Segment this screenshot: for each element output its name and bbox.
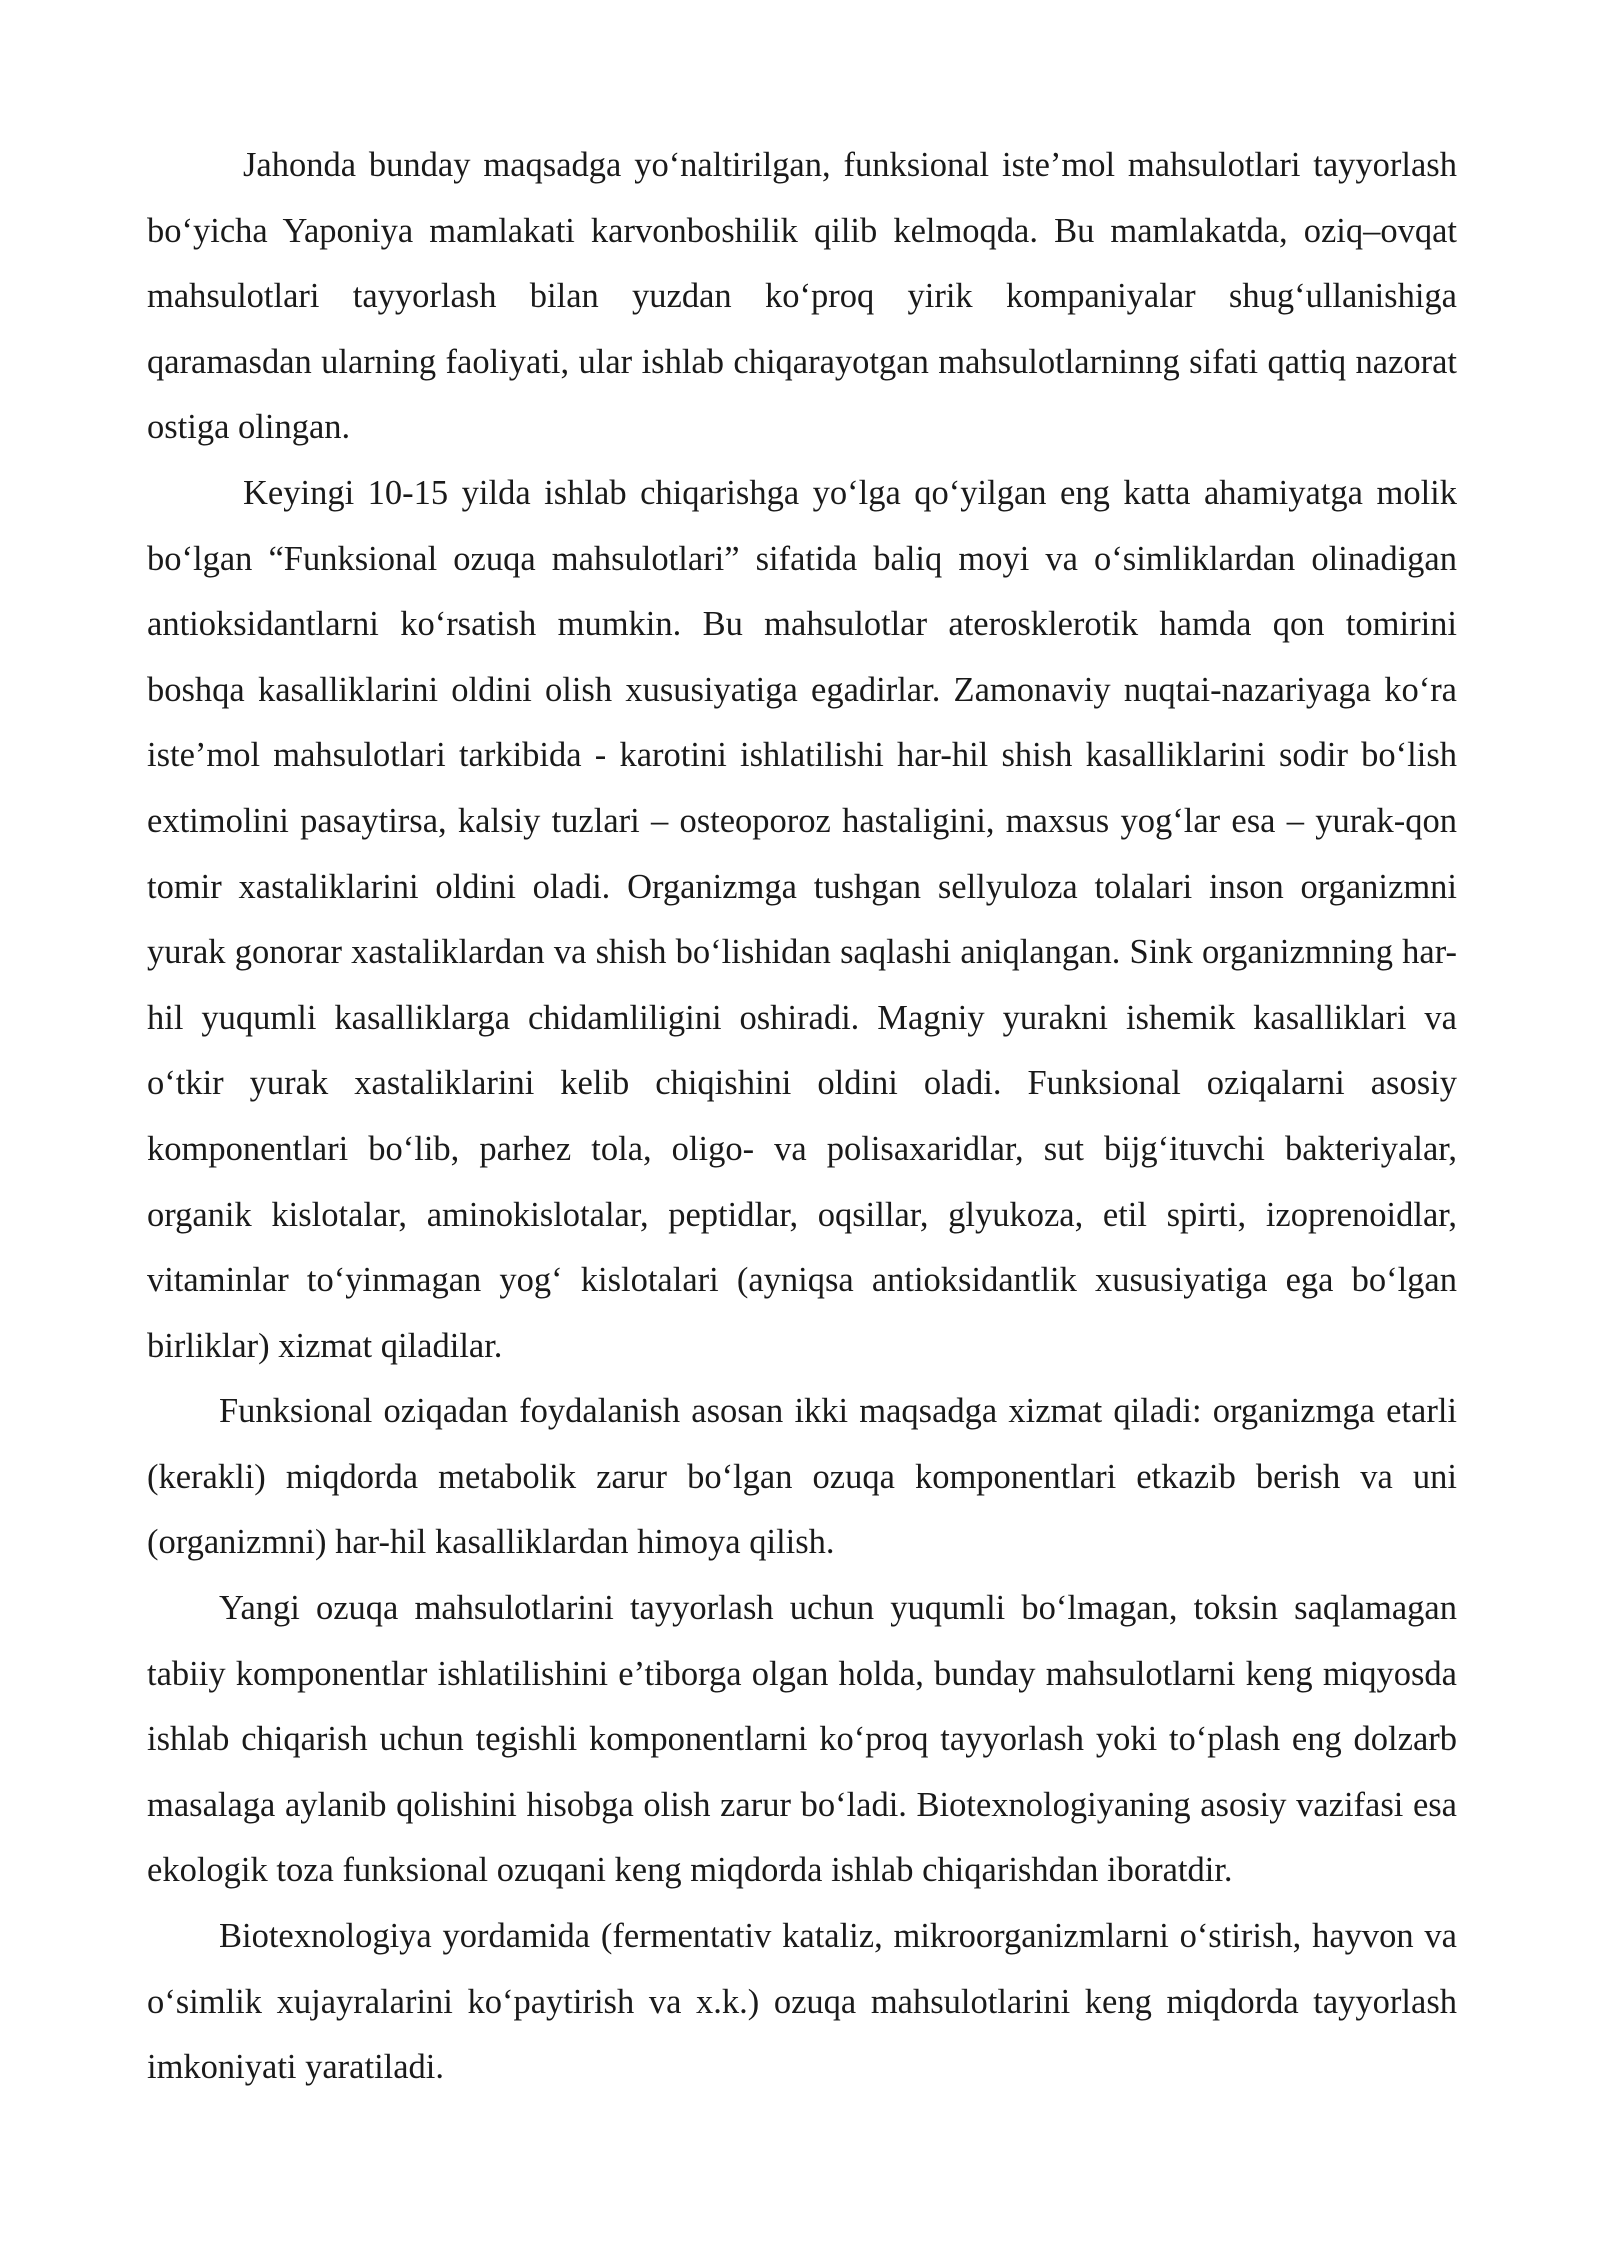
paragraph-japan-functional-foods: Jahonda bunday maqsadga yo‘naltirilgan, funksional iste’mol mahsulotlari tayyorlash bo‘yicha Yaponiya mamlakati karvonboshilik qilib kelmoqda. Bu mamlakatda, oziq–ovqat mahsulotlari tayyorlash bilan yuzdan ko‘proq yirik kompaniyalar shug‘ullanishiga qaramasdan ularning faoliyati, ular ishlab chiqarayotgan mahsulotlarninng sifati qattiq nazorat ostiga olingan.	[147, 146, 1457, 447]
paragraph-antioxidants: Keyingi 10-15 yilda ishlab chiqarishga yo‘lga qo‘yilgan eng katta ahamiyatga molik bo‘lgan “Funksional ozuqa mahsulotlari” sifatida baliq moyi va o‘simliklardan olinadigan antioksidantlarni ko‘rsatish mumkin. Bu mahsulotlar aterosklerotik hamda qon tomirini boshqa kasalliklarini oldini olish xususiyatiga egadirlar. Zamonaviy nuqtai-nazariyaga ko‘ra iste’mol mahsulotlari tarkibida - karotini ishlatilishi har-hil shish kasalliklarini sodir bo‘lish extimolini pasaytirsa, kalsiy tuzlari – osteoporoz hastaligini, maxsus yog‘lar esa – yurak-qon tomir xastaliklarini oldini oladi. Organizmga tushgan sellyuloza tolalari inson organizmni yurak gonorar xastaliklardan va shish bo‘lishidan saqlashi aniqlangan. Sink organizmning har-hil yuqumli kasalliklarga chidamliligini oshiradi. Magniy yurakni ishemik kasalliklari va o‘tkir yurak xastaliklarini kelib chiqishini oldini oladi. Funksional oziqalarni asosiy komponentlari bo‘lib, parhez tola, oligo- va polisaxaridlar, sut bijg‘ituvchi bakteriyalar, organik kislotalar, aminokislotalar, peptidlar, oqsillar, glyukoza, etil spirti, izoprenoidlar, vitaminlar to‘yinmagan yog‘ kislotalari (ayniqsa antioksidantlik xususiyatiga ega bo‘lgan birliklar) xizmat qiladilar.	[147, 473, 1457, 1365]
paragraph-functional-food-purpose: Funksional oziqadan foydalanish asosan ikki maqsadga xizmat qiladi: organizmga etarli (kerakli) miqdorda metabolik zarur bo‘lgan ozuqa komponentlari etkazib berish va uni (organizmni) har-hil kasalliklardan himoya qilish.	[147, 1392, 1457, 1562]
paragraph-biotechnology: Biotexnologiya yordamida (fermentativ kataliz, mikroorganizmlarni o‘stirish, hayvon va o‘simlik xujayralarini ko‘paytirish va x.k.) ozuqa mahsulotlarini keng miqdorda tayyorlash imkoniyati yaratiladi.	[147, 1917, 1457, 2087]
paragraph-new-food-production: Yangi ozuqa mahsulotlarini tayyorlash uchun yuqumli bo‘lmagan, toksin saqlamagan tabiiy komponentlar ishlatilishini e’tiborga olgan holda, bunday mahsulotlarni keng miqyosda ishlab chiqarish uchun tegishli komponentlarni ko‘proq tayyorlash yoki to‘plash eng dolzarb masalaga aylanib qolishini hisobga olish zarur bo‘ladi. Biotexnologiyaning asosiy vazifasi esa ekologik toza funksional ozuqani keng miqdorda ishlab chiqarishdan iboratdir.	[147, 1589, 1457, 1890]
document-body	[147, 133, 1457, 2101]
